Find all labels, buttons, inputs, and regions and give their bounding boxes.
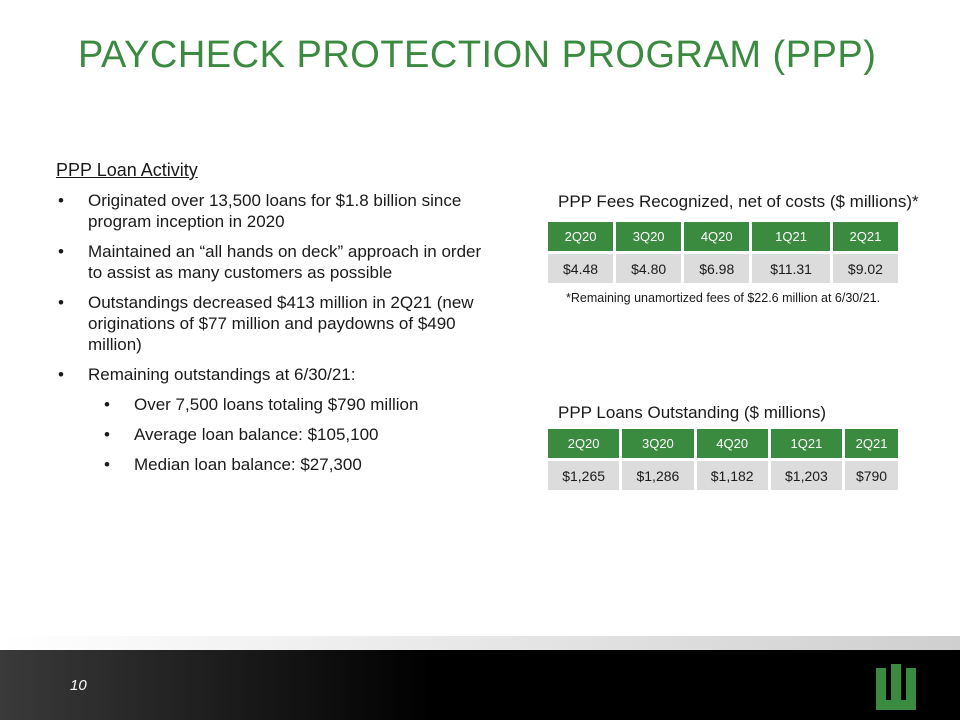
table-cell: $11.31 (752, 254, 830, 283)
footer-bar (0, 650, 960, 720)
table-cell: $4.48 (548, 254, 613, 283)
bank-logo-icon (876, 664, 916, 710)
activity-bullet: • Originated over 13,500 loans for $1.8 billion since program inception in 2020 (56, 190, 496, 232)
slide-title: PAYCHECK PROTECTION PROGRAM (PPP) (78, 34, 877, 76)
table-row (548, 461, 898, 490)
table-header-cell: 2Q21 (845, 429, 898, 458)
loan-activity-section (56, 160, 496, 484)
table-header-cell: 1Q21 (771, 429, 842, 458)
table-cell: $9.02 (833, 254, 898, 283)
fees-table (545, 219, 901, 286)
footer-band (0, 636, 960, 650)
fees-footnote: *Remaining unamortized fees of $22.6 million at 6/30/21. (566, 291, 881, 305)
fees-table-title: PPP Fees Recognized, net of costs ($ millions)* (558, 192, 919, 211)
table-header-cell: 3Q20 (616, 222, 681, 251)
loan-activity-heading: PPP Loan Activity (56, 160, 198, 180)
table-header-cell: 2Q21 (833, 222, 898, 251)
page-number: 10 (70, 677, 87, 694)
loans-table (545, 426, 901, 493)
table-cell: $1,203 (771, 461, 842, 490)
sub-bullet-list (88, 394, 496, 475)
activity-bullet: • Maintained an “all hands on deck” approach in order to assist as many customers as possible (56, 241, 496, 283)
table-header-cell: 2Q20 (548, 222, 613, 251)
table-cell: $4.80 (616, 254, 681, 283)
table-cell: $1,286 (622, 461, 693, 490)
activity-bullet (56, 364, 496, 475)
sub-bullet: • Average loan balance: $105,100 (88, 424, 496, 445)
table-cell: $790 (845, 461, 898, 490)
table-cell: $1,182 (697, 461, 768, 490)
activity-bullet-list (56, 190, 496, 475)
table-cell: $1,265 (548, 461, 619, 490)
loans-table-title: PPP Loans Outstanding ($ millions) (558, 403, 827, 422)
table-header-row (548, 222, 898, 251)
activity-bullet-text: Remaining outstandings at 6/30/21: (88, 365, 356, 384)
sub-bullet: • Over 7,500 loans totaling $790 million (88, 394, 496, 415)
table-row (548, 254, 898, 283)
table-header-cell: 2Q20 (548, 429, 619, 458)
table-header-cell: 4Q20 (697, 429, 768, 458)
table-header-cell: 4Q20 (684, 222, 749, 251)
sub-bullet: • Median loan balance: $27,300 (88, 454, 496, 475)
table-header-cell: 1Q21 (752, 222, 830, 251)
table-cell: $6.98 (684, 254, 749, 283)
table-header-cell: 3Q20 (622, 429, 693, 458)
activity-bullet: • Outstandings decreased $413 million in 2Q21 (new originations of $77 million and paydowns of $490 million) (56, 292, 496, 355)
table-header-row (548, 429, 898, 458)
